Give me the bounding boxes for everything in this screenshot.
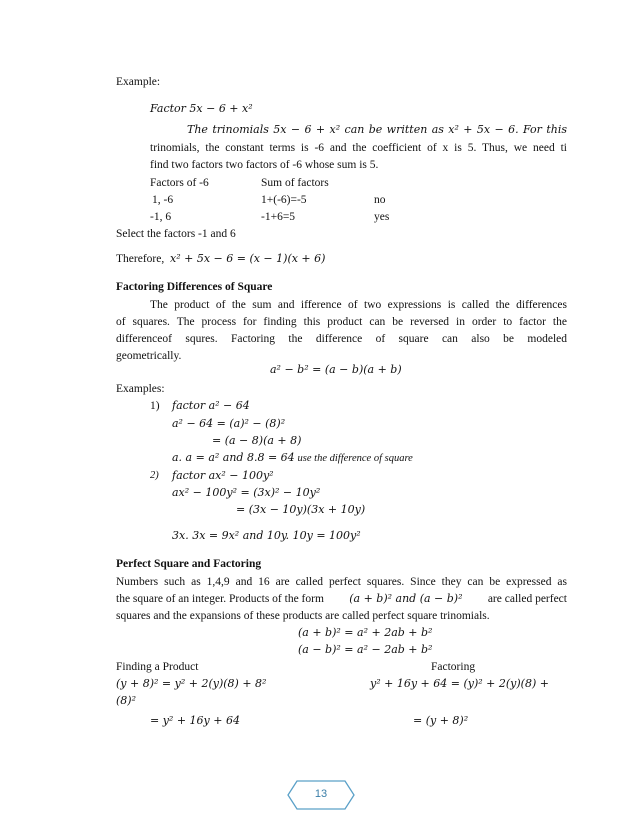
difference-of-squares-formula: a² − b² = (a − b)(a + b) (270, 363, 402, 376)
example-2-step-2: = (3x − 10y)(3x + 10y) (236, 503, 366, 516)
example-2-title: factor ax² − 100y² (172, 469, 274, 482)
therefore-equation: x² + 5x − 6 = (x − 1)(x + 6) (170, 252, 326, 265)
para1-line-1: The trinomials 5x − 6 + x² can be written as x² + 5x − 6. For this (187, 123, 567, 136)
example-1-note-math: a. a = a² and 8.8 = 64 (172, 451, 295, 464)
example-2-note: 3x. 3x = 9x² and 10y. 10y = 100y² (172, 529, 361, 542)
section1-body-1: The product of the sum and ifference of two expressions is called the differences (150, 299, 567, 311)
therefore-label: Therefore, (116, 253, 165, 265)
table-row-1-sum: 1+(-6)=-5 (261, 194, 307, 206)
product-equation-1: (y + 8)² = y² + 2(y)(8) + 8² (116, 677, 267, 690)
product-equation-2: = y² + 16y + 64 (150, 714, 240, 727)
section2-body-3: squares and the expansions of these products are called perfect square trinomials. (116, 610, 490, 622)
example-1-step-2: = (a − 8)(a + 8) (212, 434, 302, 447)
table-header-factors: Factors of -6 (150, 177, 209, 189)
section2-body-2-math: (a + b)² and (a − b)² (349, 592, 463, 605)
section2-body-1: Numbers such as 1,4,9 and 16 are called perfect squares. Since they can be expressed as (116, 576, 567, 588)
section-heading-perfect-square: Perfect Square and Factoring (116, 558, 262, 570)
page-number: 13 (314, 788, 328, 800)
factoring-equation-1: y² + 16y + 64 = (y)² + 2(y)(8) + (370, 677, 549, 690)
section2-body-2-post: are called perfect (487, 593, 567, 605)
example-2-number: 2) (150, 470, 159, 481)
para1-line-2: trinomials, the constant terms is -6 and the coefficient of x is 5. Thus, we need ti (150, 142, 567, 154)
perfect-square-formula-minus: (a − b)² = a² − 2ab + b² (298, 643, 433, 656)
example-1-step-1: a² − 64 = (a)² − (8)² (172, 417, 286, 430)
example-1-note (172, 451, 413, 466)
table-row-2-sum: -1+6=5 (261, 211, 296, 223)
section2-body-2-pre: the square of an integer. Products of the form (116, 593, 324, 605)
example-1-title: factor a² − 64 (172, 399, 250, 412)
table-row-1-factor: 1, -6 (152, 194, 174, 206)
para1-line-3: find two factors two factors of -6 whose sum is 5. (150, 159, 379, 171)
example-1-note-text: use the difference of square (297, 453, 413, 464)
example-label: Example: (116, 76, 161, 88)
column-label-factoring: Factoring (431, 661, 476, 673)
select-line: Select the factors -1 and 6 (116, 228, 236, 240)
table-row-2-factor: -1, 6 (150, 211, 172, 223)
factoring-equation-1-continued: (8)² (116, 694, 136, 707)
perfect-square-formula-plus: (a + b)² = a² + 2ab + b² (298, 626, 433, 639)
factoring-equation-2: = (y + 8)² (413, 714, 469, 727)
table-row-1-result: no (374, 194, 386, 206)
section1-body-3: differenceof squres. Factoring the difference of square can also be modeled (116, 333, 567, 345)
section1-body-2: of squares. The process for finding this product can be reversed in order to factor the (116, 316, 567, 328)
factor-line: Factor 5x − 6 + x² (150, 102, 253, 115)
section-heading-differences: Factoring Differences of Square (116, 281, 273, 293)
table-row-2-result: yes (374, 211, 390, 223)
table-header-sum: Sum of factors (261, 177, 329, 189)
column-label-finding-product: Finding a Product (116, 661, 199, 673)
example-1-number: 1) (150, 400, 160, 412)
examples-label: Examples: (116, 383, 165, 395)
section2-body-2 (116, 592, 567, 606)
page-number-badge (287, 780, 355, 810)
section1-body-4: geometrically. (116, 350, 182, 362)
example-2-step-1: ax² − 100y² = (3x)² − 10y² (172, 486, 321, 499)
